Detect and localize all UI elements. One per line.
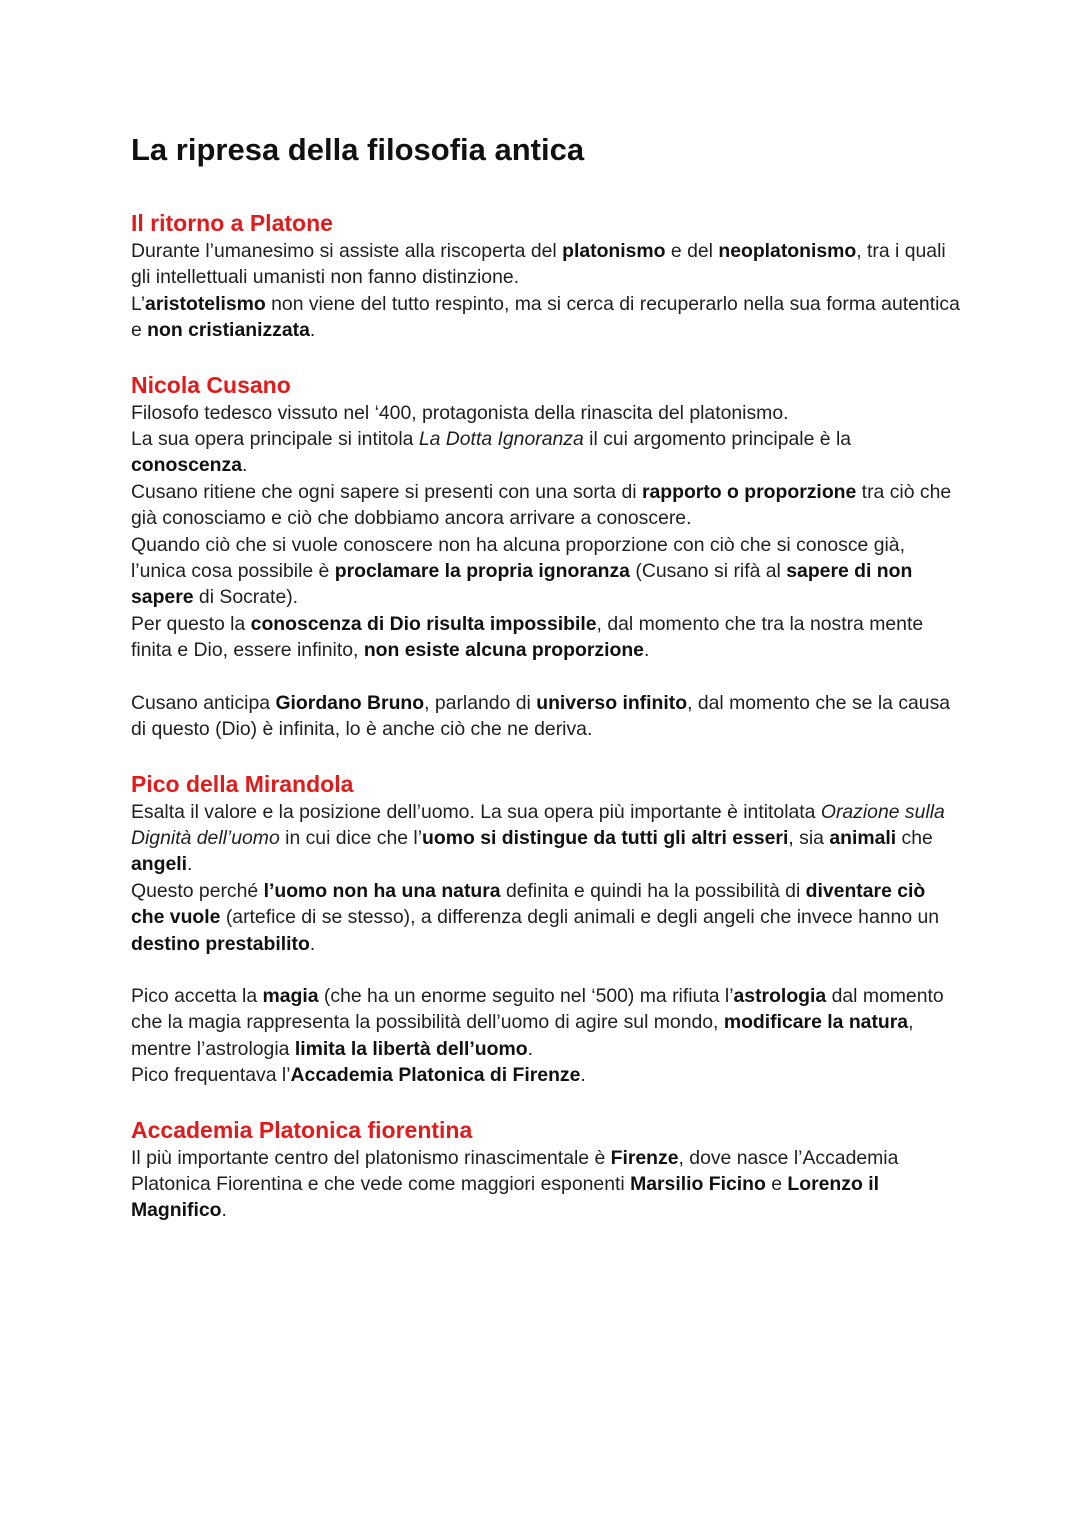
text-run: Esalta il valore e la posizione dell’uomo. La sua opera più importante è intitolata: [131, 800, 821, 823]
bold-text: Lorenzo il Magnifico: [131, 1172, 879, 1222]
text-run: .: [221, 1199, 227, 1222]
section-heading: Pico della Mirandola: [131, 770, 354, 797]
text-run: tra ciò che già conosciamo e ciò che dobbiamo ancora arrivare a conoscere.: [131, 480, 952, 530]
bold-text: angeli: [131, 853, 188, 876]
section-paragraph: [131, 1145, 960, 1224]
text-run: Cusano anticipa: [131, 691, 276, 714]
text-run: di Socrate).: [193, 586, 299, 609]
text-run: .: [309, 319, 316, 342]
text-run: , dal momento che se la causa di questo (Dio) è infinita, lo è anche ciò che ne deriva.: [131, 691, 951, 741]
text-run: definita e quindi ha la possibilità di: [500, 879, 806, 902]
bold-text: platonismo: [562, 240, 666, 262]
text-run: Durante l’umanesimo si assiste alla riscoperta del: [131, 240, 563, 262]
text-run: (artefice di se stesso), a differenza degli animali e degli angeli che invece hanno un: [220, 906, 940, 929]
bold-text: rapporto o proporzione: [641, 480, 857, 503]
text-run: .: [527, 1037, 533, 1060]
bold-text: Giordano Bruno: [275, 691, 425, 714]
section-accademia-platonica: [131, 1115, 960, 1224]
italic-text: La Dotta Ignoranza: [418, 428, 584, 451]
bold-text: uomo si distingue da tutti gli altri esseri: [422, 826, 789, 849]
bold-text: destino prestabilito: [131, 932, 310, 955]
bold-text: proclamare la propria ignoranza: [334, 560, 630, 583]
section-heading: Il ritorno a Platone: [131, 210, 333, 236]
text-run: , dove nasce l’Accademia Platonica Fiorentina e che vede come maggiori esponenti: [131, 1146, 899, 1195]
text-run: Cusano ritiene che ogni sapere si presenti con una sorta di: [131, 480, 642, 503]
text-run: in cui dice che l’: [279, 826, 423, 849]
section-ritorno-platone: [131, 208, 960, 344]
sections-container: [131, 208, 960, 1224]
title-spacer: [131, 172, 960, 208]
text-run: .: [187, 853, 193, 876]
section-spacer: [131, 743, 960, 769]
text-run: Filosofo tedesco vissuto nel ‘400, protagonista della rinascita del platonismo.: [131, 401, 789, 424]
text-run: Pico frequentava l’: [131, 1064, 291, 1087]
text-run: , parlando di: [424, 691, 537, 714]
section-paragraph: [131, 690, 960, 743]
bold-text: non esiste alcuna proporzione: [363, 639, 644, 662]
section-pico-mirandola: [131, 769, 960, 1089]
bold-text: Marsilio Ficino: [630, 1172, 766, 1195]
text-run: La sua opera principale si intitola: [131, 428, 419, 451]
text-run: .: [643, 639, 650, 662]
section-spacer: [131, 344, 960, 370]
bold-text: non cristianizzata: [147, 319, 310, 342]
text-run: non viene del tutto respinto, ma si cerca di recuperarlo nella sua forma autentica e: [131, 292, 960, 342]
bold-text: limita la libertà dell’uomo: [294, 1037, 528, 1060]
section-spacer: [131, 1089, 960, 1115]
bold-text: Accademia Platonica di Firenze: [290, 1064, 581, 1087]
text-run: L’: [131, 292, 146, 315]
bold-text: modificare la natura: [723, 1011, 909, 1034]
text-run: Per questo la: [131, 612, 251, 635]
text-run: .: [580, 1064, 586, 1087]
text-run: Quando ciò che si vuole conoscere non ha alcuna proporzione con ciò che si conosce già, l’unica cosa possibile è: [131, 533, 905, 583]
text-run: , dal momento che tra la nostra mente finita e Dio, essere infinito,: [131, 612, 924, 662]
text-run: e: [765, 1172, 788, 1195]
bold-text: universo infinito: [536, 691, 688, 714]
text-run: , tra i quali gli intellettuali umanisti non fanno distinzione.: [131, 240, 946, 289]
section-heading: Nicola Cusano: [131, 371, 291, 398]
text-run: Questo perché: [131, 879, 264, 902]
text-run: dal momento che la magia rappresenta la possibilità dell’uomo di agire sul mondo,: [131, 984, 944, 1034]
bold-text: animali: [829, 826, 897, 849]
section-paragraph: [131, 238, 960, 344]
text-run: .: [242, 454, 248, 477]
text-run: , sia: [788, 826, 830, 849]
bold-text: neoplatonismo: [718, 240, 857, 262]
paragraph-spacer: [131, 957, 960, 983]
text-run: il cui argomento principale è la: [583, 428, 852, 451]
italic-text: Orazione sulla Dignità dell’uomo: [131, 800, 945, 849]
text-run: (che ha un enorme seguito nel ‘500) ma rifiuta l’: [318, 984, 734, 1007]
bold-text: l’uomo non ha una natura: [263, 879, 501, 902]
text-run: , mentre l’astrologia: [131, 1011, 914, 1060]
paragraph-spacer: [131, 664, 960, 690]
text-run: .: [309, 932, 316, 955]
text-run: e del: [665, 240, 719, 262]
bold-text: diventare ciò che vuole: [131, 879, 926, 929]
document-title: La ripresa della filosofia antica: [131, 132, 585, 167]
bold-text: conoscenza di Dio risulta impossibile: [250, 612, 597, 635]
text-run: che: [896, 826, 933, 849]
bold-text: sapere di non sapere: [131, 560, 913, 609]
text-run: Pico accetta la: [131, 984, 263, 1007]
bold-text: Firenze: [610, 1146, 679, 1169]
bold-text: aristotelismo: [145, 292, 266, 315]
bold-text: astrologia: [733, 984, 827, 1007]
section-paragraph: [131, 799, 960, 957]
text-run: Il più importante centro del platonismo rinascimentale è: [131, 1146, 611, 1169]
bold-text: conoscenza: [131, 454, 242, 477]
text-run: (Cusano si rifà al: [629, 560, 787, 583]
bold-text: magia: [262, 984, 319, 1007]
section-paragraph: [131, 983, 960, 1089]
section-paragraph: [131, 400, 960, 664]
section-nicola-cusano: [131, 370, 960, 743]
section-heading: Accademia Platonica fiorentina: [131, 1116, 473, 1143]
